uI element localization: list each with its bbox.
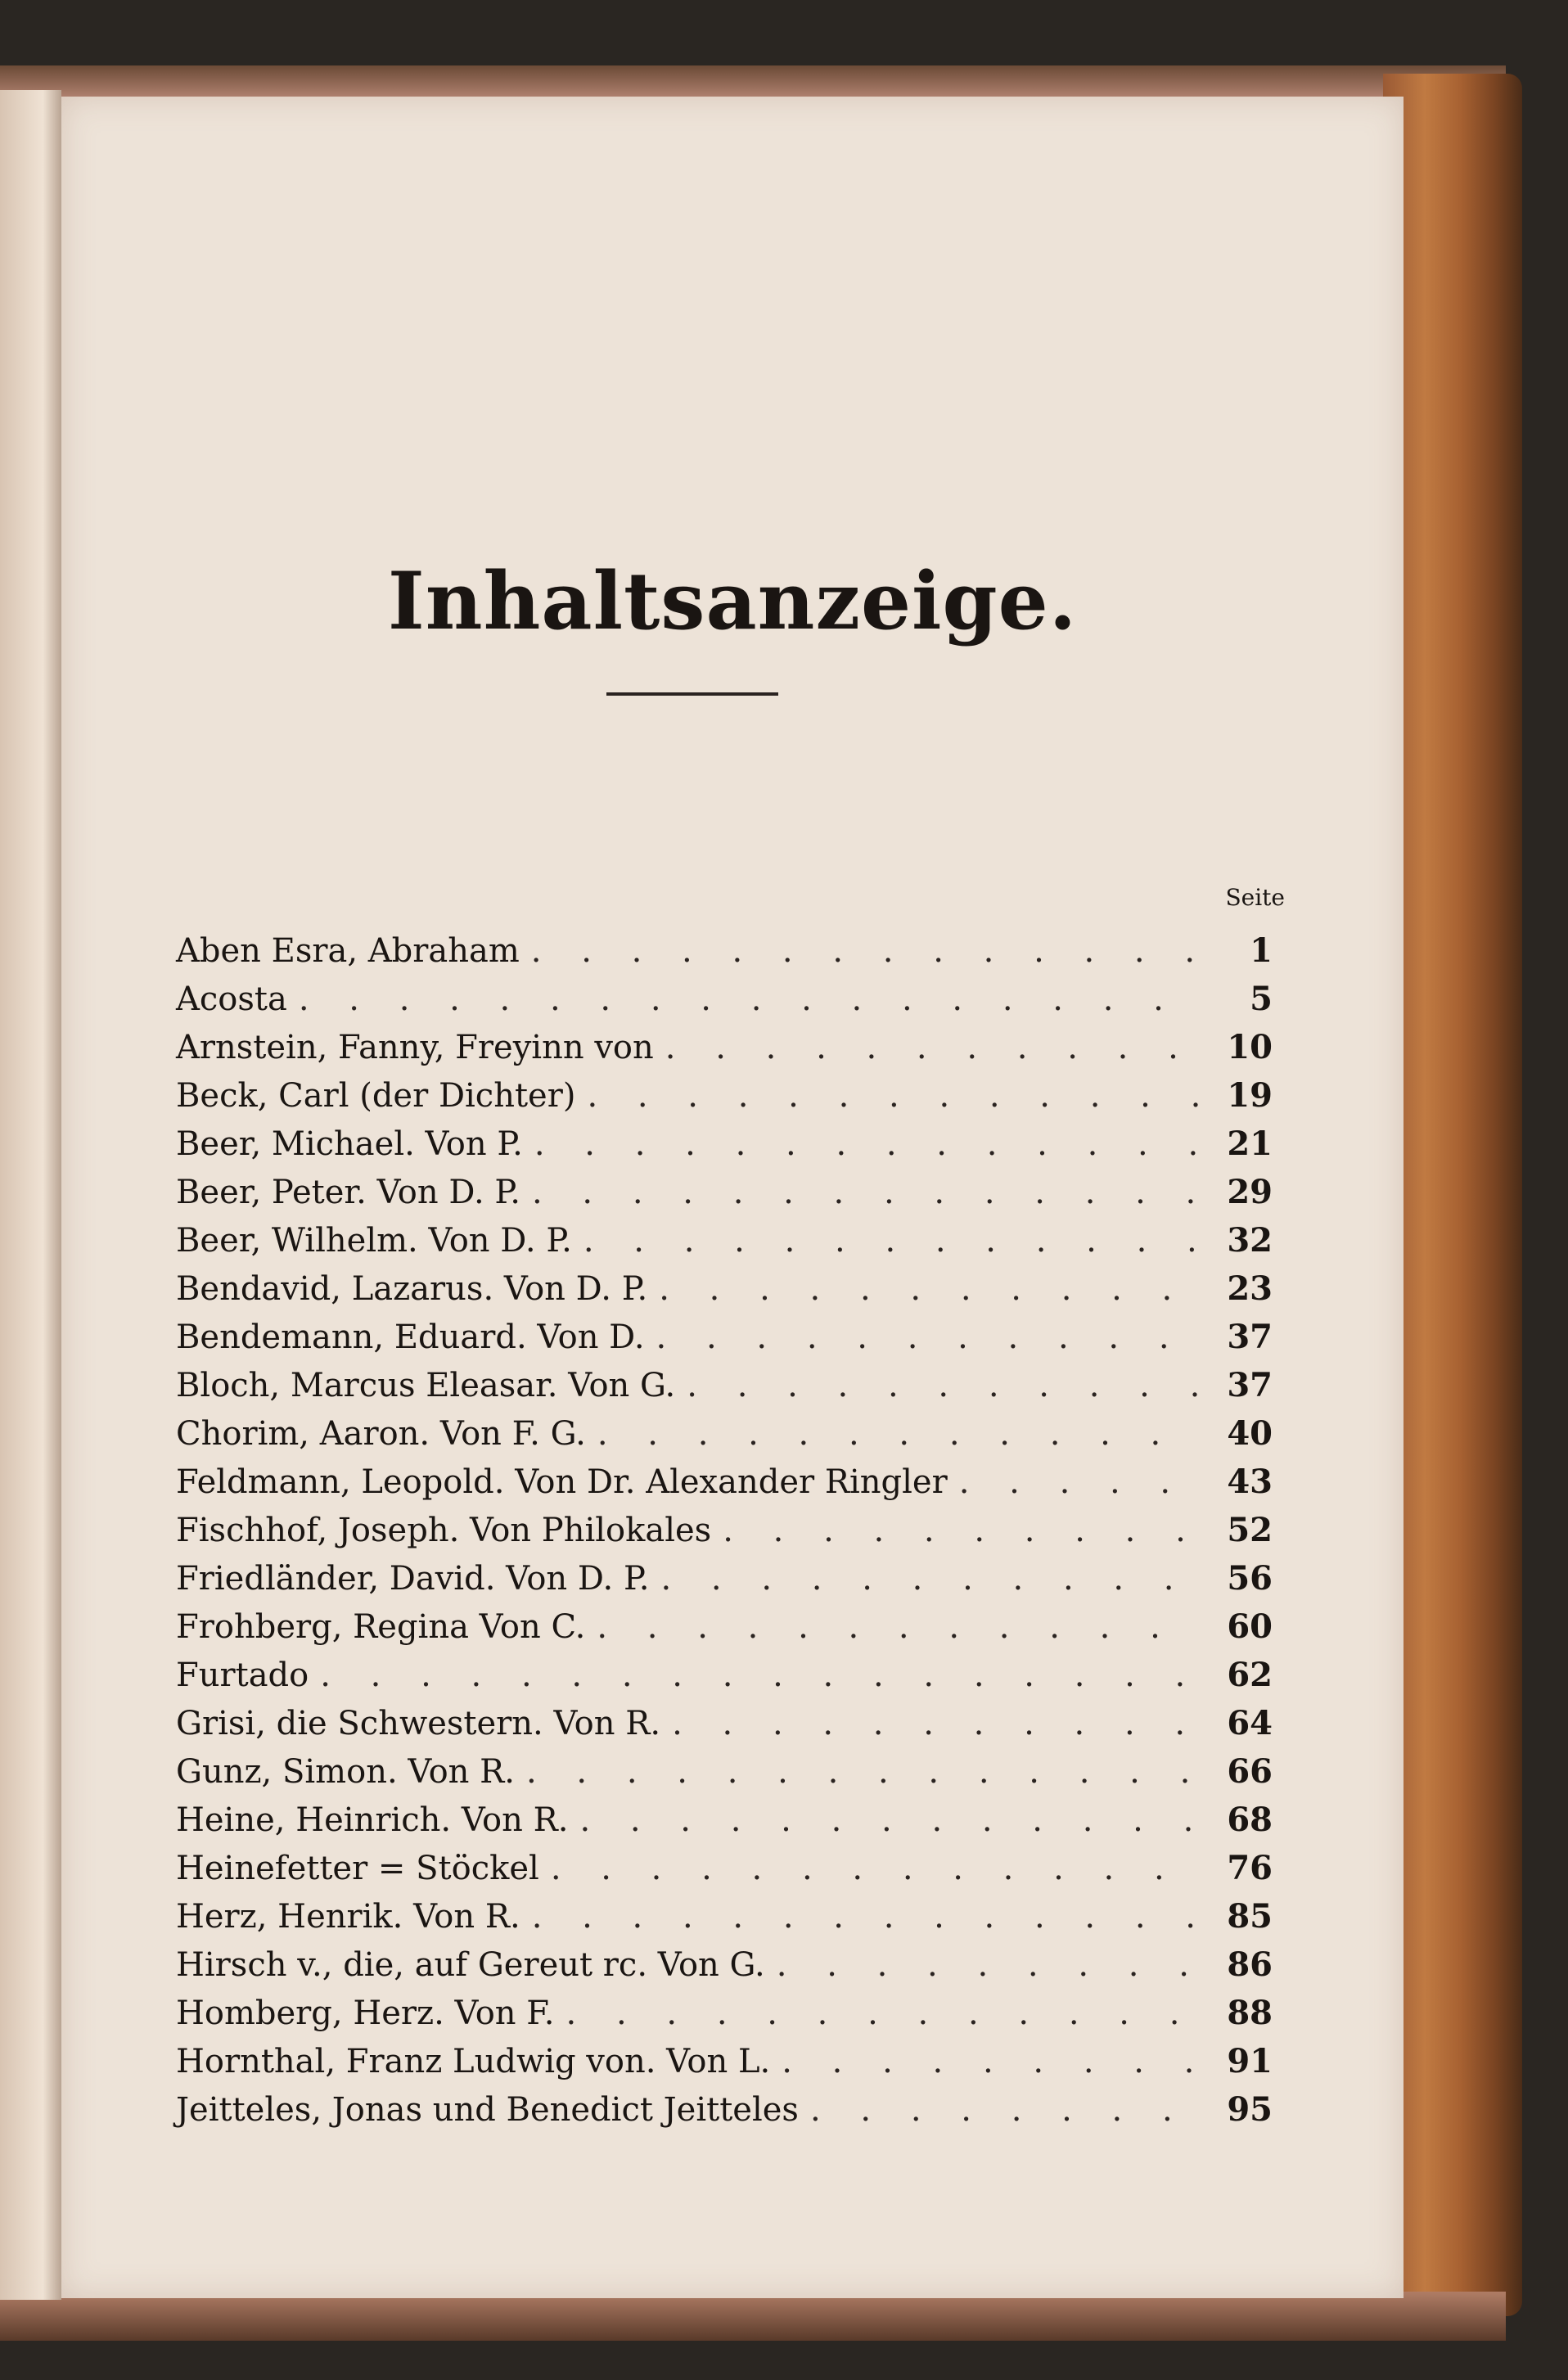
toc-leader-dots (539, 1850, 1199, 1887)
toc-leader-dots (555, 1995, 1199, 2032)
toc-entry-page: 1 (1250, 931, 1273, 970)
toc-entry-title: Heine, Heinrich. Von R. (176, 1801, 569, 1839)
toc-entry (176, 980, 1273, 1028)
toc-entry-title: Beer, Michael. Von P. (176, 1125, 523, 1163)
toc-leader-dots (675, 1367, 1199, 1404)
toc-entry-title: Arnstein, Fanny, Freyinn von (176, 1029, 654, 1066)
toc-entry (176, 1076, 1273, 1125)
toc-entry-title: Beer, Wilhelm. Von D. P. (176, 1222, 572, 1260)
toc-entry (176, 1028, 1273, 1076)
toc-entry-page: 91 (1227, 2042, 1273, 2080)
toc-entry (176, 1897, 1273, 1945)
toc-entry (176, 1801, 1273, 1849)
toc-entry (176, 1945, 1273, 1994)
toc-entry (176, 1414, 1273, 1463)
book-cover-top (0, 65, 1506, 98)
toc-entry-title: Hornthal, Franz Ludwig von. Von L. (176, 2043, 771, 2080)
toc-entry-page: 60 (1227, 1607, 1273, 1646)
toc-leader-dots (309, 1657, 1199, 1694)
toc-entry (176, 1318, 1273, 1366)
toc-entry-title: Grisi, die Schwestern. Von R. (176, 1705, 661, 1742)
title-divider (606, 692, 778, 696)
toc-entry (176, 1221, 1273, 1269)
toc-entry-title: Feldmann, Leopold. Von Dr. Alexander Ringler (176, 1463, 948, 1501)
toc-entry-title: Acosta (176, 980, 287, 1018)
toc-leader-dots (645, 1318, 1199, 1356)
toc-entry-page: 76 (1227, 1849, 1273, 1887)
toc-entry-page: 68 (1227, 1801, 1273, 1839)
book-page (61, 97, 1404, 2298)
toc-entry-page: 62 (1227, 1656, 1273, 1694)
toc-entry-page: 19 (1227, 1076, 1273, 1115)
toc-entry-title: Bloch, Marcus Eleasar. Von G. (176, 1367, 676, 1404)
toc-entry-page: 52 (1227, 1511, 1273, 1549)
toc-entry (176, 1559, 1273, 1607)
toc-entry-title: Jeitteles, Jonas und Benedict Jeitteles (176, 2091, 799, 2129)
toc-entry (176, 1849, 1273, 1897)
toc-entry-title: Hirsch v., die, auf Gereut rc. Von G. (176, 1946, 765, 1984)
toc-entry-page: 86 (1227, 1945, 1273, 1984)
toc-entry-page: 37 (1227, 1318, 1273, 1356)
toc-entry (176, 1173, 1273, 1221)
toc-leader-dots (585, 1608, 1199, 1646)
page-column-header: Seite (1225, 884, 1285, 911)
toc-entry-title: Friedländer, David. Von D. P. (176, 1560, 650, 1598)
toc-leader-dots (520, 932, 1199, 970)
book-cover-bottom (0, 2292, 1506, 2341)
toc-leader-dots (515, 1753, 1199, 1791)
toc-entry-page: 37 (1227, 1366, 1273, 1404)
toc-entry-title: Heinefetter = Stöckel (176, 1850, 539, 1887)
toc-leader-dots (770, 2043, 1199, 2080)
toc-entry-title: Homberg, Herz. Von F. (176, 1995, 555, 2032)
toc-entry-page: 88 (1227, 1994, 1273, 2032)
toc-entry-title: Herz, Henrik. Von R. (176, 1898, 520, 1936)
toc-entry-title: Chorim, Aaron. Von F. G. (176, 1415, 586, 1453)
toc-entry-title: Frohberg, Regina Von C. (176, 1608, 586, 1646)
toc-entry-page: 64 (1227, 1704, 1273, 1742)
toc-entry-page: 43 (1227, 1463, 1273, 1501)
book-cover-edge (1383, 74, 1522, 2316)
toc-entry (176, 1463, 1273, 1511)
toc-entry-page: 5 (1250, 980, 1273, 1018)
toc-entry (176, 1511, 1273, 1559)
toc-leader-dots (650, 1560, 1200, 1598)
toc-leader-dots (568, 1801, 1199, 1839)
toc-entry-page: 29 (1227, 1173, 1273, 1211)
toc-leader-dots (654, 1029, 1199, 1066)
toc-leader-dots (647, 1270, 1199, 1308)
toc-entry (176, 1752, 1273, 1801)
toc-leader-dots (520, 1174, 1199, 1211)
toc-entry-page: 32 (1227, 1221, 1273, 1260)
toc-entry-title: Fischhof, Joseph. Von Philokales (176, 1512, 712, 1549)
table-of-contents (176, 931, 1273, 2139)
page-title: Inhaltsanzeige. (387, 555, 1078, 647)
toc-entry-page: 10 (1227, 1028, 1273, 1066)
toc-entry (176, 1607, 1273, 1656)
toc-entry-title: Beer, Peter. Von D. P. (176, 1174, 520, 1211)
toc-entry (176, 1656, 1273, 1704)
toc-entry-page: 40 (1227, 1414, 1273, 1453)
toc-entry (176, 1704, 1273, 1752)
toc-entry (176, 931, 1273, 980)
toc-leader-dots (520, 1898, 1199, 1936)
toc-leader-dots (765, 1946, 1199, 1984)
toc-entry-page: 85 (1227, 1897, 1273, 1936)
toc-entry-title: Gunz, Simon. Von R. (176, 1753, 515, 1791)
toc-leader-dots (575, 1077, 1199, 1115)
toc-entry (176, 1994, 1273, 2042)
toc-leader-dots (948, 1463, 1199, 1501)
left-page-edge (0, 90, 61, 2300)
toc-entry (176, 2090, 1273, 2139)
toc-leader-dots (711, 1512, 1199, 1549)
toc-leader-dots (586, 1415, 1199, 1453)
toc-leader-dots (572, 1222, 1199, 1260)
toc-entry-title: Bendemann, Eduard. Von D. (176, 1318, 645, 1356)
toc-entry-page: 56 (1227, 1559, 1273, 1598)
toc-entry-page: 66 (1227, 1752, 1273, 1791)
toc-entry (176, 2042, 1273, 2090)
toc-leader-dots (799, 2091, 1199, 2129)
toc-entry-page: 21 (1227, 1125, 1273, 1163)
toc-entry-title: Aben Esra, Abraham (176, 932, 520, 970)
toc-leader-dots (523, 1125, 1199, 1163)
toc-entry (176, 1125, 1273, 1173)
toc-entry-page: 23 (1227, 1269, 1273, 1308)
toc-entry-title: Beck, Carl (der Dichter) (176, 1077, 576, 1115)
toc-entry-page: 95 (1227, 2090, 1273, 2129)
toc-entry (176, 1366, 1273, 1414)
toc-entry-title: Furtado (176, 1657, 309, 1694)
toc-entry (176, 1269, 1273, 1318)
toc-leader-dots (660, 1705, 1199, 1742)
toc-leader-dots (287, 980, 1199, 1018)
toc-entry-title: Bendavid, Lazarus. Von D. P. (176, 1270, 648, 1308)
